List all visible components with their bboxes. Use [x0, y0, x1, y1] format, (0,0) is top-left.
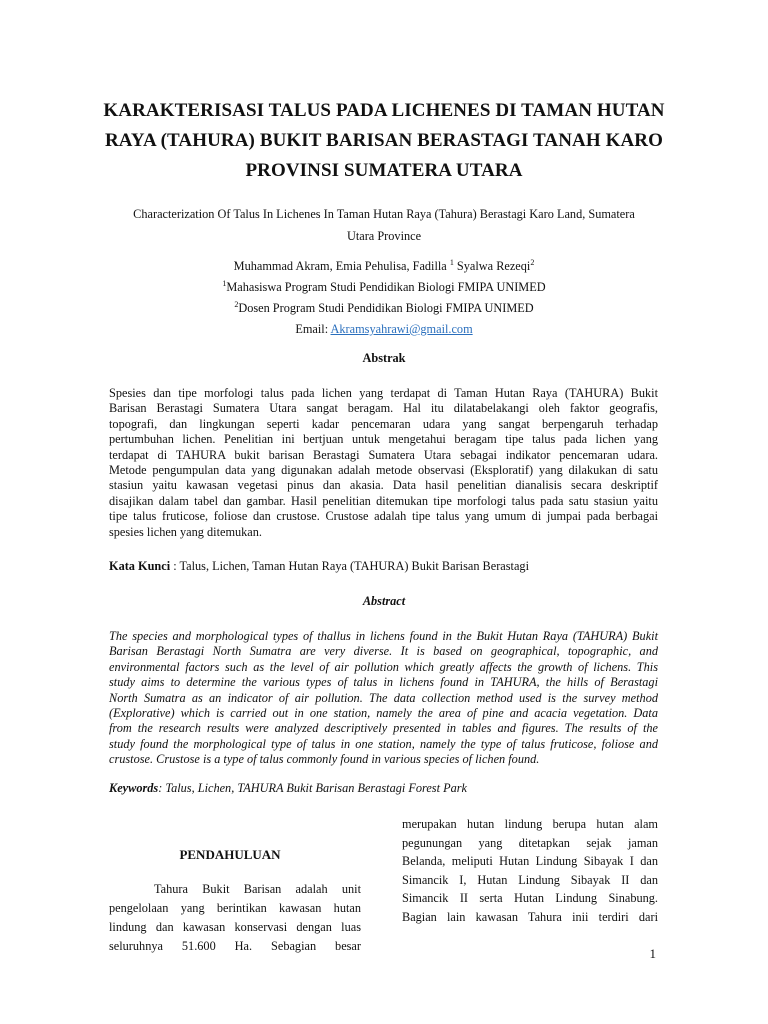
- pendahuluan-right-column: [402, 815, 658, 926]
- abstract-body: [109, 629, 658, 768]
- abstract-line: crustose. Crustose is a type of talus commonly found in various species of lichen found.: [109, 752, 540, 767]
- abstrak-line: stasiun yaitu kawasan vegetasi pinus dan akasia. Data hasil penelitian dianalisis secara deskriptif: [109, 478, 658, 493]
- affiliation-superscript: 1: [222, 279, 227, 288]
- body-line: Bagian lain kawasan Tahura inii terdiri dari: [402, 909, 658, 924]
- body-line: lindung dan kawasan konservasi dengan luas: [109, 920, 361, 934]
- author-names-tail: Syalwa Rezeqi: [453, 259, 531, 273]
- abstract-line: (Explorative) which is carried out in one station, namely the area of pine and acacia vegetation. Data: [109, 706, 658, 721]
- abstract-line: from the research results were analyzed descriptively presented in tables and figures. The results of the: [109, 721, 658, 736]
- abstract-line: study aims to determine the various types of talus in lichens found in TAHURA, the hills of Berastagi: [109, 675, 658, 690]
- abstrak-body: [109, 386, 658, 540]
- email-line: [0, 319, 768, 340]
- abstract-line: The species and morphological types of thallus in lichens found in the Bukit Hutan Raya (TAHURA) Bukit: [109, 629, 658, 643]
- english-title: [110, 203, 658, 247]
- title-line: KARAKTERISASI TALUS PADA LICHENES DI TAMAN HUTAN: [103, 100, 665, 121]
- pendahuluan-heading: PENDAHULUAN: [179, 847, 281, 862]
- abstract-line: Barisan Berastagi North Sumatra are very diverse. It is based on geographical, topographic, and: [109, 644, 658, 659]
- author-superscript: 2: [530, 258, 535, 267]
- pendahuluan-left-column: [109, 845, 361, 956]
- abstrak-line: disajikan dalam tabel dan gambar. Hasil penelitian ditemukan tipe morfologi talus pada satu stasiun yaitu: [109, 493, 658, 508]
- english-title-line: Characterization Of Talus In Lichenes In Taman Hutan Raya (Tahura) Berastagi Karo Land, Sumatera: [133, 207, 635, 221]
- email-link[interactable]: Akramsyahrawi@gmail.com: [330, 322, 473, 336]
- keywords: [109, 781, 658, 796]
- abstrak-line: Spesies dan tipe morfologi talus pada lichen yang terdapat di Taman Hutan Raya (TAHURA) Bukit: [109, 386, 658, 400]
- author-block: [0, 256, 768, 340]
- body-line: pegunungan yang ditetapkan sejak jaman: [402, 835, 658, 850]
- abstrak-line: tipe talus fruticose, foliose dan crustose. Crustose adalah tipe talus yang umum di jumpai pada berbagai: [109, 509, 658, 524]
- author-names-main: Muhammad Akram, Emia Pehulisa, Fadilla: [233, 259, 447, 273]
- affiliation-1: [0, 277, 768, 298]
- email-label: Email:: [295, 322, 331, 336]
- title-line: RAYA (TAHURA) BUKIT BARISAN BERASTAGI TANAH KARO: [104, 130, 664, 151]
- author-names: [0, 256, 768, 277]
- english-title-line: Utara Province: [346, 229, 422, 243]
- abstrak-line: topografi, dan lingkungan seperti kadar pencemaran udara yang sangat berpengaruh terhadap: [109, 416, 658, 431]
- paper-title: [100, 96, 668, 186]
- abstrak-line: spesies lichen yang ditemukan.: [109, 524, 262, 539]
- keywords-label: Keywords: [109, 781, 159, 795]
- affiliation-text: Mahasiswa Program Studi Pendidikan Biologi FMIPA UNIMED: [226, 280, 546, 294]
- abstrak-line: Metode pengumpulan data yang digunakan adalah metode observasi (Eksploratif) yang dilakukan di satu: [109, 463, 658, 478]
- abstract-line: study found the morphological type of talus in one station, namely the type of talus fruticose, foliose and: [109, 736, 658, 751]
- author-superscript: 1: [449, 258, 454, 267]
- kata-kunci: [109, 559, 658, 574]
- affiliation-superscript: 2: [234, 300, 239, 309]
- body-line: Simancik II serta Hutan Lindung Sinabung.: [402, 891, 658, 905]
- body-line: Simancik I, Hutan Lindung Sibayak II dan: [402, 872, 658, 887]
- abstract-line: environmental factors such as the level of air pollution which greatly affects the growth of lichens. This: [109, 659, 658, 674]
- body-line: Belanda, meliputi Hutan Lindung Sibayak I dan: [402, 854, 658, 868]
- affiliation-text: Dosen Program Studi Pendidikan Biologi FMIPA UNIMED: [238, 301, 534, 315]
- abstrak-line: pertumbuhan lichen. Penelitian ini bertjuan untuk mengetahui beragam tipe talus pada lichen yang: [109, 432, 658, 447]
- abstrak-line: Barisan Berastagi Sumatera Utara sangat beragam. Hal itu dilatabelakangi oleh faktor geografis,: [109, 401, 658, 416]
- pendahuluan-left-text: [109, 880, 361, 956]
- body-line: Tahura Bukit Barisan adalah unit: [154, 882, 361, 896]
- body-line: pengelolaan yang berintikan kawasan hutan: [109, 901, 361, 915]
- page-number: 1: [649, 946, 656, 961]
- keywords-text: : Talus, Lichen, TAHURA Bukit Barisan Berastagi Forest Park: [158, 781, 467, 795]
- kata-kunci-text: : Talus, Lichen, Taman Hutan Raya (TAHURA) Bukit Barisan Berastagi: [170, 559, 529, 573]
- abstract-heading: Abstract: [362, 594, 406, 608]
- body-line: seluruhnya 51.600 Ha. Sebagian besar: [109, 939, 361, 953]
- abstract-line: North Sumatra as an indicator of air pollution. The data collection method used is the survey method: [109, 690, 658, 705]
- abstrak-line: terdapat di TAHURA bukit barisan Berastagi Sumatera Utara sebagai indikator pencemaran udara.: [109, 447, 658, 462]
- abstrak-heading: Abstrak: [362, 351, 406, 365]
- title-line: PROVINSI SUMATERA UTARA: [245, 160, 523, 181]
- kata-kunci-label: Kata Kunci: [109, 559, 171, 573]
- body-line: merupakan hutan lindung berupa hutan alam: [402, 817, 658, 831]
- affiliation-2: [0, 298, 768, 319]
